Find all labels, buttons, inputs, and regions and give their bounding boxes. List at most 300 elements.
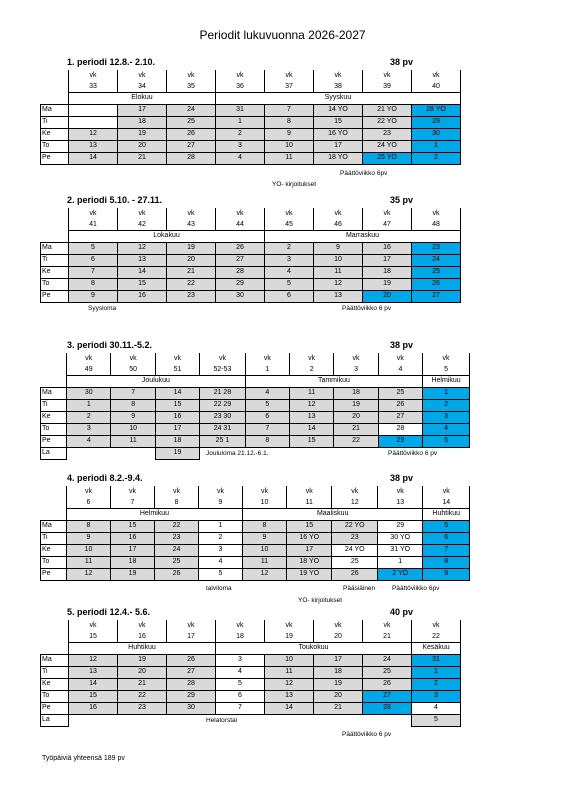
week-label: vk bbox=[412, 208, 461, 219]
period-title: 4. periodi 8.2.-9.4. bbox=[67, 473, 143, 483]
day-cell: 29 bbox=[216, 278, 265, 290]
week-label: vk bbox=[290, 353, 334, 364]
week-number: 39 bbox=[363, 81, 412, 92]
week-label: vk bbox=[167, 620, 216, 631]
day-cell: 8 bbox=[111, 399, 155, 411]
week-number: 5 bbox=[423, 364, 470, 375]
day-cell: 22 bbox=[118, 690, 167, 702]
week-label: vk bbox=[200, 353, 246, 364]
period-table bbox=[40, 353, 470, 460]
weekday-label: To bbox=[41, 140, 69, 152]
day-cell: 29 bbox=[412, 116, 461, 128]
day-cell: 7 bbox=[216, 702, 265, 714]
week-number: 42 bbox=[118, 219, 167, 230]
day-cell: 22 YO bbox=[363, 116, 412, 128]
week-number: 4 bbox=[378, 364, 422, 375]
day-cell: 2 bbox=[199, 532, 243, 544]
day-cell: 29 bbox=[377, 520, 423, 532]
day-cell: 17 bbox=[286, 544, 332, 556]
week-number: 7 bbox=[111, 497, 155, 508]
week-number: 37 bbox=[265, 81, 314, 92]
week-label: vk bbox=[377, 486, 423, 497]
day-cell bbox=[69, 116, 118, 128]
day-cell: 15 bbox=[155, 399, 199, 411]
day-cell: 6 bbox=[216, 690, 265, 702]
week-label: vk bbox=[332, 486, 378, 497]
day-cell: 2 bbox=[412, 678, 461, 690]
blank-cell bbox=[41, 497, 67, 508]
day-cell: 25 bbox=[155, 556, 199, 568]
week-label: vk bbox=[423, 353, 470, 364]
day-cell: 20 bbox=[167, 254, 216, 266]
day-cell: 15 bbox=[118, 278, 167, 290]
month-name: Toukokuu bbox=[216, 642, 412, 654]
day-cell: 11 bbox=[66, 556, 110, 568]
weekday-label: Ke bbox=[41, 678, 69, 690]
day-cell: 13 bbox=[314, 290, 363, 302]
day-cell: 28 bbox=[167, 152, 216, 164]
period-2 bbox=[40, 195, 470, 303]
day-row bbox=[41, 423, 470, 435]
period-title: 1. periodi 12.8.- 2.10. bbox=[67, 57, 156, 67]
day-cell: 2 bbox=[412, 152, 461, 164]
day-cell: 9 bbox=[242, 532, 286, 544]
month-name: Huhtikuu bbox=[69, 642, 216, 654]
day-cell: 26 bbox=[332, 568, 378, 580]
day-cell: 5 bbox=[412, 714, 461, 726]
weekday-label: Pe bbox=[41, 290, 69, 302]
week-number: 10 bbox=[242, 497, 286, 508]
day-cell: 16 YO bbox=[314, 128, 363, 140]
day-cell: 11 bbox=[265, 666, 314, 678]
weekday-label: Pe bbox=[41, 702, 69, 714]
day-cell: 30 bbox=[216, 290, 265, 302]
day-cell: 5 bbox=[216, 678, 265, 690]
day-cell: 8 bbox=[66, 520, 110, 532]
note-talviloma: talviloma bbox=[206, 585, 232, 592]
day-cell: 31 bbox=[412, 654, 461, 666]
week-number: 44 bbox=[216, 219, 265, 230]
week-number: 2 bbox=[290, 364, 334, 375]
day-cell: 20 bbox=[363, 290, 412, 302]
blank-cell bbox=[41, 631, 69, 642]
weekday-label: La bbox=[41, 447, 67, 459]
week-number: 46 bbox=[314, 219, 363, 230]
day-row bbox=[41, 666, 461, 678]
day-cell: 25 bbox=[378, 387, 422, 399]
period-days: 40 pv bbox=[390, 607, 414, 617]
day-cell: 12 bbox=[242, 568, 286, 580]
day-cell: 26 bbox=[412, 278, 461, 290]
day-cell: 11 bbox=[314, 266, 363, 278]
day-cell: 4 bbox=[245, 387, 289, 399]
week-label: vk bbox=[242, 486, 286, 497]
note-paattoviikko: Päättöviikko 6pv bbox=[340, 170, 388, 177]
week-label: vk bbox=[423, 486, 470, 497]
day-cell: 14 bbox=[155, 387, 199, 399]
day-cell bbox=[290, 447, 334, 459]
period-title: 2. periodi 5.10. - 27.11. bbox=[67, 195, 163, 205]
week-label: vk bbox=[286, 486, 332, 497]
day-cell: 14 bbox=[69, 678, 118, 690]
day-cell: 4 bbox=[423, 423, 470, 435]
day-row bbox=[41, 678, 461, 690]
week-label-row bbox=[41, 620, 461, 631]
day-cell: 1 bbox=[216, 116, 265, 128]
day-cell: 21 bbox=[314, 702, 363, 714]
day-cell bbox=[363, 714, 412, 726]
month-name: Tammikuu bbox=[245, 375, 422, 387]
day-cell: 21 bbox=[167, 266, 216, 278]
weekday-label: Ma bbox=[41, 520, 67, 532]
day-cell: 25 1 bbox=[200, 435, 246, 447]
week-label: vk bbox=[155, 353, 199, 364]
day-cell: 7 bbox=[245, 423, 289, 435]
blank-cell bbox=[41, 208, 69, 219]
day-cell: 5 bbox=[199, 568, 243, 580]
week-label: vk bbox=[363, 620, 412, 631]
day-cell: 27 bbox=[378, 411, 422, 423]
day-cell: 1 bbox=[412, 140, 461, 152]
day-cell: 3 bbox=[199, 544, 243, 556]
weekday-label: Ti bbox=[41, 666, 69, 678]
day-cell: 4 bbox=[265, 266, 314, 278]
day-cell: 11 bbox=[242, 556, 286, 568]
week-label: vk bbox=[314, 208, 363, 219]
day-cell: 24 YO bbox=[332, 544, 378, 556]
day-cell: 27 bbox=[216, 254, 265, 266]
day-cell: 19 bbox=[118, 654, 167, 666]
week-number: 45 bbox=[265, 219, 314, 230]
day-cell: 23 bbox=[155, 532, 199, 544]
blank-cell bbox=[41, 353, 67, 364]
day-cell bbox=[111, 447, 155, 459]
week-label: vk bbox=[314, 70, 363, 81]
day-cell: 3 bbox=[216, 140, 265, 152]
day-cell: 8 bbox=[265, 116, 314, 128]
day-cell: 13 bbox=[118, 254, 167, 266]
week-label: vk bbox=[245, 353, 289, 364]
day-cell: 15 bbox=[314, 116, 363, 128]
day-cell: 2 bbox=[67, 411, 111, 423]
day-cell: 1 bbox=[199, 520, 243, 532]
week-label: vk bbox=[66, 486, 110, 497]
day-cell: 8 bbox=[423, 556, 470, 568]
day-row bbox=[41, 116, 461, 128]
week-number: 41 bbox=[69, 219, 118, 230]
day-cell: 14 YO bbox=[314, 104, 363, 116]
day-cell: 26 bbox=[363, 678, 412, 690]
week-label: vk bbox=[216, 70, 265, 81]
day-row bbox=[41, 435, 470, 447]
period-table bbox=[40, 620, 461, 727]
day-cell: 12 bbox=[265, 678, 314, 690]
weekday-label: Pe bbox=[41, 152, 69, 164]
day-cell: 17 bbox=[363, 254, 412, 266]
day-cell: 12 bbox=[118, 242, 167, 254]
day-cell: 29 bbox=[167, 690, 216, 702]
weekday-label: Ma bbox=[41, 104, 69, 116]
period-days: 35 pv bbox=[390, 195, 414, 205]
day-cell: 10 bbox=[265, 654, 314, 666]
week-label: vk bbox=[118, 70, 167, 81]
day-cell: 6 bbox=[265, 290, 314, 302]
day-cell: 8 bbox=[242, 520, 286, 532]
day-cell: 18 YO bbox=[286, 556, 332, 568]
day-cell: 28 YO bbox=[412, 104, 461, 116]
day-cell: 23 bbox=[118, 702, 167, 714]
day-row bbox=[41, 128, 461, 140]
day-cell: 26 bbox=[155, 568, 199, 580]
day-cell: 18 bbox=[111, 556, 155, 568]
day-cell: 10 bbox=[111, 423, 155, 435]
weekday-label: To bbox=[41, 278, 69, 290]
weekday-label: Ti bbox=[41, 254, 69, 266]
day-cell: 1 bbox=[423, 387, 470, 399]
day-cell: 21 bbox=[118, 152, 167, 164]
day-cell: 20 bbox=[334, 411, 378, 423]
day-cell: 18 bbox=[334, 387, 378, 399]
day-cell: 26 bbox=[167, 128, 216, 140]
day-cell: 3 bbox=[412, 690, 461, 702]
day-cell: 9 bbox=[314, 242, 363, 254]
day-cell: 31 bbox=[216, 104, 265, 116]
weekday-label: To bbox=[41, 690, 69, 702]
day-cell: 7 bbox=[265, 104, 314, 116]
week-label: vk bbox=[314, 620, 363, 631]
day-cell: 24 bbox=[412, 254, 461, 266]
day-cell: 5 bbox=[265, 278, 314, 290]
day-cell: 17 bbox=[111, 544, 155, 556]
day-cell: 30 bbox=[67, 387, 111, 399]
day-cell bbox=[265, 714, 314, 726]
day-cell: 9 bbox=[69, 290, 118, 302]
day-cell: 26 bbox=[216, 242, 265, 254]
day-cell: 24 YO bbox=[363, 140, 412, 152]
day-cell: 15 bbox=[286, 520, 332, 532]
month-name: Helmikuu bbox=[423, 375, 470, 387]
weekday-label: Ma bbox=[41, 654, 69, 666]
day-cell: 24 31 bbox=[200, 423, 246, 435]
day-cell: 14 bbox=[290, 423, 334, 435]
day-row bbox=[41, 520, 470, 532]
day-cell: 3 bbox=[216, 654, 265, 666]
day-cell: 4 bbox=[67, 435, 111, 447]
week-number: 50 bbox=[111, 364, 155, 375]
day-cell: 25 YO bbox=[363, 152, 412, 164]
day-cell: 24 bbox=[155, 544, 199, 556]
week-label: vk bbox=[69, 620, 118, 631]
day-cell: 5 bbox=[245, 399, 289, 411]
week-number: 8 bbox=[155, 497, 199, 508]
day-cell: 16 bbox=[69, 702, 118, 714]
week-label: vk bbox=[69, 70, 118, 81]
day-row bbox=[41, 544, 470, 556]
month-row bbox=[41, 230, 461, 242]
week-number: 33 bbox=[69, 81, 118, 92]
week-number: 9 bbox=[199, 497, 243, 508]
period-1 bbox=[40, 57, 470, 165]
period-table bbox=[40, 486, 470, 581]
day-cell: 4 bbox=[216, 152, 265, 164]
note-joululoma: Joululoma 21.12.-6.1. bbox=[206, 450, 269, 457]
day-cell: 25 bbox=[363, 666, 412, 678]
day-cell: 19 bbox=[363, 278, 412, 290]
note-paattoviikko: Päättöviikko 6 pv bbox=[342, 731, 392, 738]
day-cell bbox=[118, 714, 167, 726]
day-cell: 10 bbox=[265, 140, 314, 152]
weekday-label: To bbox=[41, 423, 67, 435]
blank-cell bbox=[41, 375, 67, 387]
day-row bbox=[41, 242, 461, 254]
day-cell: 6 bbox=[245, 411, 289, 423]
day-cell: 2 bbox=[423, 399, 470, 411]
month-name: Maaliskuu bbox=[242, 508, 423, 520]
month-name: Marraskuu bbox=[265, 230, 461, 242]
period-3 bbox=[40, 340, 470, 460]
day-cell: 17 bbox=[155, 423, 199, 435]
month-name: Lokakuu bbox=[69, 230, 265, 242]
day-cell: 19 YO bbox=[286, 568, 332, 580]
day-cell: 25 bbox=[332, 556, 378, 568]
week-number: 49 bbox=[67, 364, 111, 375]
month-name: Kesäkuu bbox=[412, 642, 461, 654]
period-days: 38 pv bbox=[390, 473, 414, 483]
day-cell: 22 29 bbox=[200, 399, 246, 411]
day-cell: 9 bbox=[423, 568, 470, 580]
day-cell: 30 bbox=[412, 128, 461, 140]
week-number: 1 bbox=[245, 364, 289, 375]
day-cell: 19 bbox=[118, 128, 167, 140]
day-cell: 16 YO bbox=[286, 532, 332, 544]
day-cell: 27 bbox=[363, 690, 412, 702]
day-row bbox=[41, 556, 470, 568]
day-cell: 18 bbox=[155, 435, 199, 447]
day-cell bbox=[67, 447, 111, 459]
month-row bbox=[41, 92, 461, 104]
day-row bbox=[41, 278, 461, 290]
day-cell: 30 bbox=[167, 702, 216, 714]
day-cell: 5 bbox=[69, 242, 118, 254]
week-label: vk bbox=[378, 353, 422, 364]
day-cell: 13 bbox=[265, 690, 314, 702]
day-cell: 3 bbox=[265, 254, 314, 266]
day-row bbox=[41, 690, 461, 702]
week-label: vk bbox=[265, 208, 314, 219]
day-cell: 19 bbox=[155, 447, 199, 459]
day-cell: 6 bbox=[69, 254, 118, 266]
day-cell: 14 bbox=[265, 702, 314, 714]
month-name: Joulukuu bbox=[67, 375, 246, 387]
day-row bbox=[41, 714, 461, 726]
month-row bbox=[41, 508, 470, 520]
day-cell: 9 bbox=[66, 532, 110, 544]
day-cell: 28 bbox=[167, 678, 216, 690]
day-cell: 13 bbox=[290, 411, 334, 423]
day-cell: 7 bbox=[69, 266, 118, 278]
weekday-label: Pe bbox=[41, 568, 67, 580]
day-cell: 10 bbox=[242, 544, 286, 556]
week-label: vk bbox=[111, 353, 155, 364]
day-cell: 4 bbox=[216, 666, 265, 678]
week-number: 35 bbox=[167, 81, 216, 92]
day-cell: 16 bbox=[363, 242, 412, 254]
day-cell: 27 bbox=[167, 666, 216, 678]
day-row bbox=[41, 399, 470, 411]
week-number: 52-53 bbox=[200, 364, 246, 375]
week-label: vk bbox=[363, 70, 412, 81]
weekday-label: Pe bbox=[41, 435, 67, 447]
note-paattoviikko: Päättöviikko 6 pv bbox=[342, 305, 392, 312]
weekday-label: Ti bbox=[41, 116, 69, 128]
day-cell: 26 bbox=[167, 654, 216, 666]
week-label: vk bbox=[111, 486, 155, 497]
week-label: vk bbox=[265, 620, 314, 631]
week-label-row bbox=[41, 70, 461, 81]
day-cell: 9 bbox=[111, 411, 155, 423]
note-helatorstai: Helatorstai bbox=[206, 717, 238, 724]
day-cell: 6 bbox=[423, 532, 470, 544]
blank-cell bbox=[41, 620, 69, 631]
week-number-row bbox=[41, 631, 461, 642]
week-label-row bbox=[41, 353, 470, 364]
day-cell: 1 bbox=[67, 399, 111, 411]
week-number-row bbox=[41, 497, 470, 508]
day-cell: 12 bbox=[69, 654, 118, 666]
day-cell: 23 30 bbox=[200, 411, 246, 423]
day-row bbox=[41, 104, 461, 116]
blank-cell bbox=[41, 486, 67, 497]
weekday-label: Ti bbox=[41, 399, 67, 411]
day-cell: 19 bbox=[314, 678, 363, 690]
note-paattoviikko: Päättöviikko 6pv bbox=[392, 585, 440, 592]
week-label: vk bbox=[265, 70, 314, 81]
weekday-label: Ti bbox=[41, 532, 67, 544]
week-number: 3 bbox=[334, 364, 378, 375]
period-days: 38 pv bbox=[390, 57, 414, 67]
day-cell: 15 bbox=[290, 435, 334, 447]
day-cell: 21 bbox=[334, 423, 378, 435]
day-row bbox=[41, 568, 470, 580]
day-row bbox=[41, 532, 470, 544]
day-cell: 2 bbox=[265, 242, 314, 254]
day-cell: 17 bbox=[314, 140, 363, 152]
day-cell: 13 bbox=[69, 140, 118, 152]
day-cell: 19 bbox=[334, 399, 378, 411]
week-label: vk bbox=[167, 70, 216, 81]
weekday-label: Ma bbox=[41, 387, 67, 399]
week-number: 51 bbox=[155, 364, 199, 375]
note-yo-kirjoitukset: YO- kirjoitukset bbox=[298, 597, 343, 604]
week-label: vk bbox=[118, 620, 167, 631]
month-row bbox=[41, 642, 461, 654]
month-name: Helmikuu bbox=[66, 508, 242, 520]
week-label: vk bbox=[69, 208, 118, 219]
period-title: 3. periodi 30.11.-5.2. bbox=[67, 340, 153, 350]
week-label: vk bbox=[216, 208, 265, 219]
weekday-label: Ke bbox=[41, 411, 67, 423]
weekday-label: To bbox=[41, 556, 67, 568]
day-row bbox=[41, 654, 461, 666]
week-number: 16 bbox=[118, 631, 167, 642]
blank-cell bbox=[41, 508, 67, 520]
week-label: vk bbox=[334, 353, 378, 364]
day-cell: 23 bbox=[167, 290, 216, 302]
week-number-row bbox=[41, 81, 461, 92]
period-days: 38 pv bbox=[390, 340, 414, 350]
day-cell: 2 bbox=[216, 128, 265, 140]
day-cell: 3 bbox=[67, 423, 111, 435]
